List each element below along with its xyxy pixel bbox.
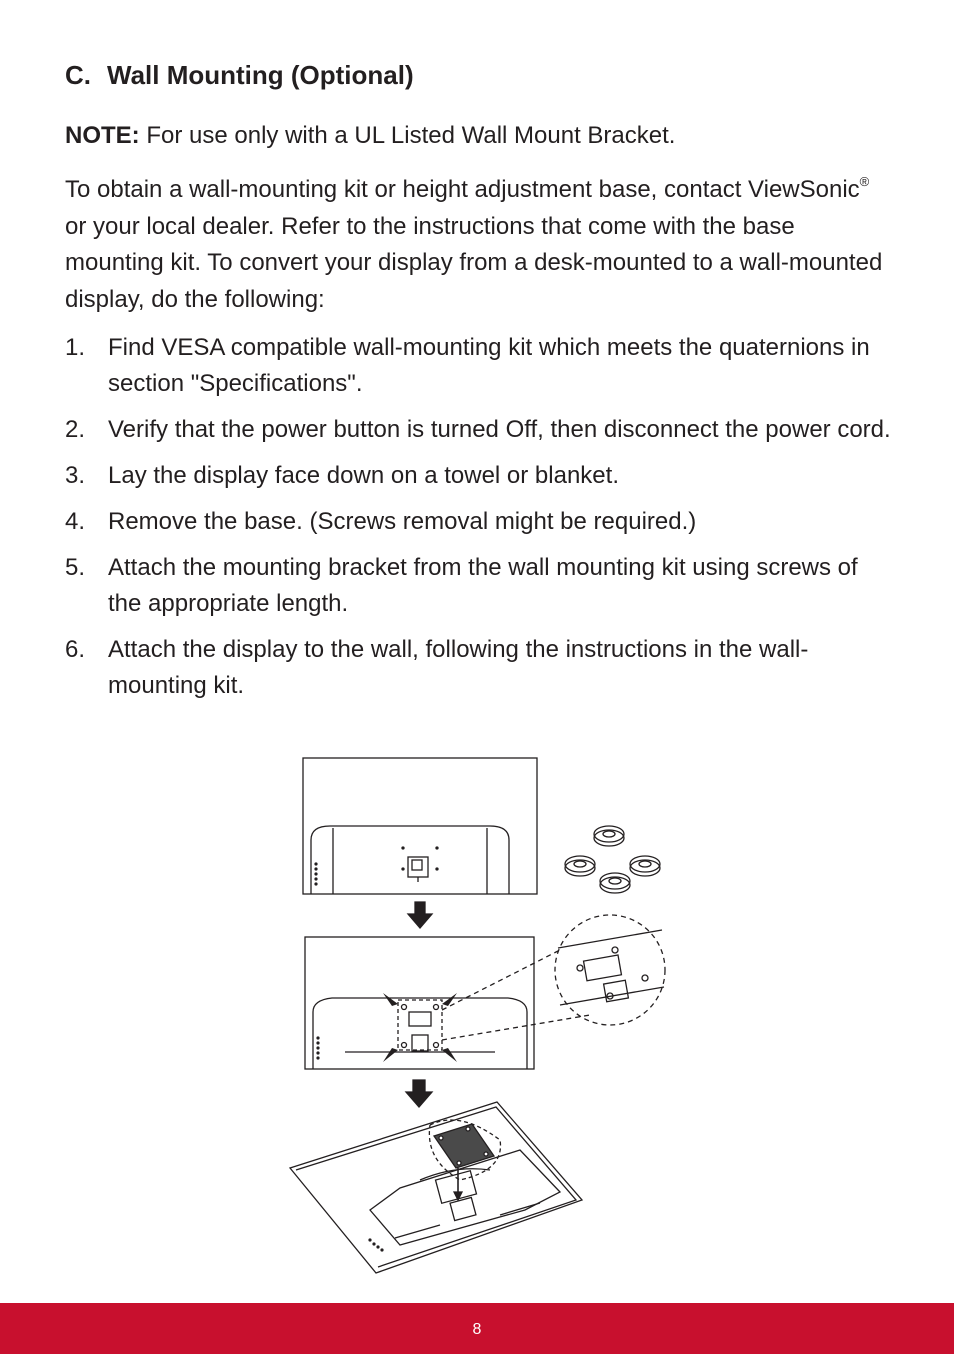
- step-item: [65, 412, 895, 448]
- step-number: 5.: [65, 554, 86, 581]
- intro-paragraph: [65, 172, 895, 318]
- section-letter: C.: [65, 60, 91, 90]
- step-text: Verify that the power button is turned Off, then disconnect the power cord.: [108, 416, 891, 443]
- step-number: 1.: [65, 334, 86, 361]
- step-text: Attach the mounting bracket from the wall mounting kit using screws of the appropriate length.: [108, 554, 858, 617]
- step-item: [65, 550, 895, 622]
- section-title: Wall Mounting (Optional): [107, 60, 414, 90]
- display-back-base-removed: [305, 937, 534, 1069]
- step-number: 4.: [65, 508, 86, 535]
- step-item: [65, 632, 895, 704]
- step-text: Lay the display face down on a towel or blanket.: [108, 462, 619, 489]
- zoom-callout: [442, 915, 665, 1040]
- step-item: [65, 458, 895, 494]
- intro-text-2: or your local dealer. Refer to the instructions that come with the base mounting kit. To convert your display from a desk-mounted to a wall-mounted display, do the following:: [65, 212, 883, 313]
- steps-list: [65, 330, 895, 714]
- page-footer: [0, 1303, 954, 1354]
- note-paragraph: [65, 120, 675, 152]
- step-number: 6.: [65, 636, 86, 663]
- down-arrow: [408, 902, 432, 928]
- note-text: For use only with a UL Listed Wall Mount Bracket.: [139, 122, 676, 149]
- intro-text-1: To obtain a wall-mounting kit or height adjustment base, contact ViewSonic: [65, 176, 860, 203]
- display-with-mount-bracket: [290, 1102, 582, 1273]
- vesa-bracket: [429, 1120, 500, 1180]
- step-number: 2.: [65, 416, 86, 443]
- step-text: Find VESA compatible wall-mounting kit which meets the quaternions in section "Specifications".: [108, 334, 870, 397]
- page-number: 8: [472, 1321, 482, 1338]
- down-arrow: [406, 1080, 432, 1107]
- step-text: Remove the base. (Screws removal might be required.): [108, 508, 697, 535]
- step-text: Attach the display to the wall, following the instructions in the wall-mounting kit.: [108, 636, 809, 699]
- display-back-with-base: [303, 758, 537, 894]
- step-item: [65, 330, 895, 402]
- step-item: [65, 504, 895, 540]
- step-number: 3.: [65, 462, 86, 489]
- spacer-washers: [565, 826, 660, 893]
- section-heading: [65, 60, 414, 91]
- note-label: NOTE:: [65, 122, 140, 149]
- registered-mark: ®: [859, 174, 870, 189]
- wall-mount-illustration: [285, 752, 675, 1282]
